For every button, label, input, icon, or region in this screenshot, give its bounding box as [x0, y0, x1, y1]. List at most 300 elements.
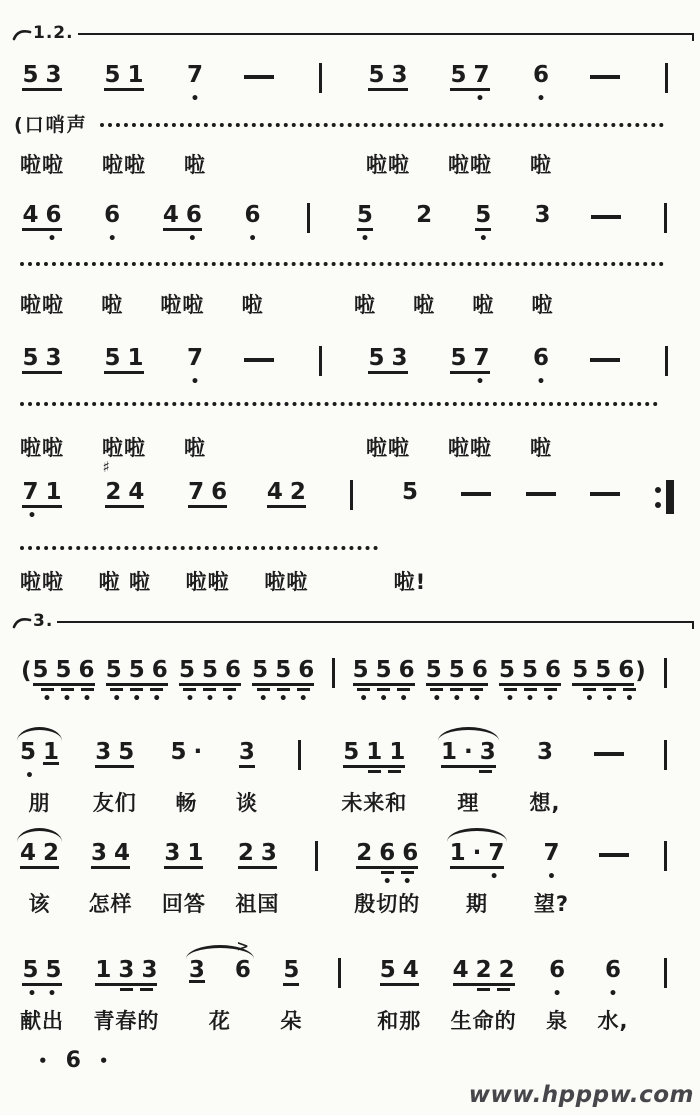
- note-glyphs: [22, 63, 61, 91]
- barline: [325, 640, 341, 688]
- note-digit: 5: [401, 479, 418, 505]
- note-glyphs: [22, 480, 61, 508]
- note-glyphs: [22, 203, 61, 231]
- lyric: 水,: [597, 1009, 629, 1033]
- note-marks: [450, 823, 505, 841]
- note-marks: [546, 940, 568, 958]
- note-digit: 5: [45, 957, 62, 983]
- whistle-dotted-line: [20, 402, 658, 406]
- octave-dots-row: [26, 985, 59, 1002]
- octave-dots-row: [357, 690, 410, 707]
- note-digits: [426, 658, 488, 688]
- note-sub-marks: [445, 770, 492, 786]
- note-marks: [534, 823, 569, 841]
- note-digit: 3: [479, 739, 496, 765]
- note-digits: [22, 63, 61, 93]
- note-digit: 5: [20, 739, 37, 765]
- note-cell: [450, 823, 505, 918]
- note-glyphs: [368, 346, 407, 374]
- lyric: 啦啦: [102, 153, 146, 177]
- note-glyphs: [343, 740, 405, 768]
- note-cell: [98, 458, 151, 596]
- octave-dot: •: [82, 690, 92, 707]
- note-digits: [537, 740, 553, 770]
- note-digit: 6: [234, 957, 251, 983]
- octave-dot: •: [608, 985, 618, 1002]
- lyric: 畅: [175, 791, 198, 815]
- note-marks: [186, 462, 230, 480]
- note-sub-marks: [430, 688, 483, 707]
- note-cell: [448, 45, 492, 179]
- beam-segment: [368, 770, 381, 773]
- note-cell: [102, 45, 146, 179]
- note-digit: 5: [356, 202, 373, 228]
- note-marks: [441, 722, 496, 740]
- octave-dots-row: [535, 90, 548, 107]
- whistle-dotted-line: [20, 546, 378, 550]
- note-cell: [20, 185, 64, 319]
- note-sub-marks: [100, 988, 153, 1004]
- note-digit: 5: [128, 657, 145, 683]
- note-digit: 3: [238, 739, 255, 765]
- note-marks: [184, 45, 206, 63]
- octave-dots-row: [26, 230, 59, 247]
- note-sub-marks: [357, 688, 410, 707]
- octave-dots-row: [477, 230, 490, 247]
- note-digits: [267, 480, 306, 510]
- note-digit: 5: [104, 345, 121, 371]
- note-digit: ·: [472, 840, 482, 866]
- note-digits: [245, 203, 261, 233]
- note-digit: 6: [398, 657, 415, 683]
- note-digit: 6: [298, 657, 315, 683]
- note-marks: [235, 823, 279, 841]
- note-digits: [357, 203, 373, 233]
- note-marks: [106, 640, 168, 658]
- note-cell: [20, 722, 59, 817]
- octave-dots-row: [183, 690, 236, 707]
- music-line: [20, 185, 674, 319]
- lyric: 啦啦: [20, 570, 64, 594]
- note-digit: 1: [187, 840, 204, 866]
- note-marks: [354, 185, 376, 203]
- note-sub-marks: [246, 230, 259, 249]
- note-marks: [341, 722, 407, 740]
- beam-segment: [100, 988, 113, 991]
- note-marks: [353, 640, 415, 658]
- note-glyphs: [533, 346, 549, 374]
- dash-stroke: [591, 215, 621, 219]
- note-glyphs: [95, 740, 134, 768]
- note-digit: 6: [545, 657, 562, 683]
- octave-dot: •: [402, 873, 412, 890]
- note-marks: [572, 640, 647, 658]
- dash-stroke: [594, 752, 624, 756]
- note-cell: [352, 640, 415, 707]
- note-digits: [104, 63, 143, 93]
- octave-dots-row: [545, 868, 558, 885]
- note-cell: [235, 823, 279, 918]
- note-digit: 5: [450, 345, 467, 371]
- second-beam: [100, 988, 153, 993]
- volta-bracket-1-2: [12, 24, 694, 44]
- note-cell: [532, 185, 554, 319]
- beam-segment: [445, 770, 458, 773]
- note-marks: [179, 640, 241, 658]
- octave-dot: •: [379, 690, 389, 707]
- note-marks: [530, 45, 552, 63]
- barline-stroke: [664, 740, 667, 770]
- note-cell: [20, 45, 64, 179]
- note-marks: [377, 940, 421, 958]
- note-digit: 5: [352, 657, 369, 683]
- note-digits: [164, 841, 203, 871]
- note-glyphs: [441, 740, 496, 768]
- octave-dots-row: [21, 690, 94, 707]
- note-cell: [184, 328, 206, 462]
- note-glyphs: [239, 740, 255, 768]
- page-number-dot: •: [38, 1051, 48, 1070]
- dash-note: [244, 45, 274, 79]
- slur-arc: [17, 727, 62, 741]
- note-marks: [530, 722, 561, 740]
- note-cell: [530, 328, 552, 462]
- note-cell: [20, 940, 64, 1035]
- note-glyphs: [22, 958, 61, 986]
- whistle-dotted-line: [20, 262, 664, 266]
- lyric: 啦啦: [20, 436, 64, 460]
- note-marks: [252, 640, 314, 658]
- note-cell: [170, 722, 202, 817]
- note-digits: [104, 346, 143, 376]
- octave-dot: •: [27, 507, 37, 524]
- note-glyphs: [533, 63, 549, 91]
- beam-segment: [361, 871, 374, 874]
- note-sub-marks: [26, 230, 59, 249]
- dash-stroke: [461, 492, 491, 496]
- note-marks: [394, 462, 427, 480]
- note-digits: [533, 346, 549, 376]
- note-digit: 6: [605, 957, 622, 983]
- lyric: 谈: [235, 791, 258, 815]
- note-digit: 6: [185, 202, 202, 228]
- octave-dot: •: [298, 690, 308, 707]
- note-digits: [441, 740, 496, 770]
- dash-stroke: [526, 492, 556, 496]
- note-glyphs: [356, 841, 418, 869]
- octave-dots-row: [607, 985, 620, 1002]
- octave-dot: •: [112, 690, 122, 707]
- note-digits: [368, 346, 407, 376]
- octave-dots-row: [246, 230, 259, 247]
- note-marks: [242, 185, 264, 203]
- note-marks: [598, 940, 629, 958]
- note-cell: [546, 940, 568, 1035]
- note-marks: [20, 940, 64, 958]
- lyric: 啦: [101, 293, 124, 317]
- note-glyphs: [163, 203, 202, 231]
- page-number-value: 6: [65, 1048, 81, 1073]
- note-digit: 6: [618, 657, 635, 683]
- octave-dots-row: [504, 690, 557, 707]
- barline-stroke: [307, 203, 310, 233]
- note-digit: 3: [90, 840, 107, 866]
- octave-dot: •: [399, 690, 409, 707]
- note-digit: 3: [164, 840, 181, 866]
- note-marks: [20, 823, 59, 841]
- note-glyphs: [245, 203, 261, 231]
- beam-segment: [497, 988, 510, 991]
- volta-bracket-3: [12, 612, 694, 632]
- note-digit: 2: [105, 479, 122, 505]
- barline-stroke: [332, 658, 335, 688]
- note-glyphs: [416, 203, 432, 231]
- note-digit: 5: [22, 62, 39, 88]
- note-digit: 5: [375, 657, 392, 683]
- note-sub-marks: [545, 868, 558, 887]
- note-cell: [252, 640, 315, 707]
- note-digit: 1: [127, 345, 144, 371]
- octave-dots-row: [189, 373, 202, 390]
- dash-stroke: [590, 492, 620, 496]
- octave-dot: •: [258, 690, 268, 707]
- note-digit: 7: [186, 62, 203, 88]
- note-marks: [184, 328, 206, 346]
- octave-dot: •: [225, 690, 235, 707]
- barline-stroke: [298, 740, 301, 770]
- note-digit: 5: [522, 657, 539, 683]
- dash-note: [590, 328, 620, 362]
- note-digit: 5: [178, 657, 195, 683]
- note-cell: [366, 328, 410, 462]
- note-sub-marks: [358, 230, 371, 249]
- second-beam: [445, 770, 492, 775]
- note-glyphs: [605, 958, 621, 986]
- note-cell: [472, 185, 494, 319]
- barline: [309, 823, 325, 871]
- note-digit: 7: [473, 62, 490, 88]
- lyric: 啦: [184, 153, 206, 177]
- note-sub-marks: [361, 871, 414, 890]
- note-glyphs: [450, 346, 489, 374]
- note-marks: [530, 328, 552, 346]
- music-row: [20, 45, 674, 179]
- barline-stroke: [665, 63, 668, 93]
- watermark-url: www.hpppw.com: [468, 1082, 694, 1108]
- note-digit: 6: [471, 657, 488, 683]
- second-beam: [348, 770, 401, 775]
- note-digit: 5: [201, 657, 218, 683]
- note-digits: [402, 480, 418, 510]
- note-sub-marks: [106, 230, 119, 249]
- lyric: 殷切的: [354, 892, 421, 916]
- barline-stroke: [319, 346, 322, 376]
- octave-dots-row: [454, 868, 501, 885]
- note-cell: [413, 185, 435, 319]
- sharp-icon: ♯: [102, 458, 110, 476]
- note-digit: 7: [186, 345, 203, 371]
- dash-note: [594, 722, 624, 756]
- note-marks: [162, 823, 206, 841]
- lyric: 花: [208, 1009, 231, 1033]
- repeat-dot: [655, 487, 661, 493]
- note-glyphs: [534, 203, 550, 231]
- note-digits: [416, 203, 432, 233]
- note-marks: [532, 185, 554, 203]
- note-digit: 6: [549, 957, 566, 983]
- second-beam: [457, 988, 510, 993]
- octave-dot: •: [585, 690, 594, 707]
- note-sub-marks: [477, 230, 490, 249]
- note-digit: 5: [283, 957, 300, 983]
- note-digit: 5: [450, 62, 467, 88]
- note-digit: 1: [441, 739, 458, 765]
- barline: [301, 185, 317, 233]
- note-cell: [341, 722, 407, 817]
- octave-dot: •: [190, 90, 200, 107]
- lyric: 朋: [28, 791, 51, 815]
- note-digit: 6: [532, 62, 549, 88]
- barline: [658, 45, 674, 93]
- note-digits: [453, 958, 515, 988]
- note-digit: 1: [43, 739, 60, 765]
- barline-stroke: [665, 346, 668, 376]
- note-digits: [163, 203, 202, 233]
- note-cell: [394, 462, 427, 596]
- note-marks: [448, 328, 492, 346]
- octave-dots-row: [189, 90, 202, 107]
- note-cell: [354, 185, 376, 319]
- note-glyphs: [91, 841, 130, 869]
- beam-segment: [457, 988, 470, 991]
- note-digits: [572, 658, 647, 688]
- octave-dots-row: [454, 373, 487, 390]
- lyric: 回答: [161, 892, 206, 916]
- note-digit: 4: [162, 202, 179, 228]
- note-digits: [238, 841, 277, 871]
- volta-hook-icon: [12, 26, 32, 46]
- note-digit: ·: [464, 739, 473, 765]
- note-digits: [534, 203, 550, 233]
- lyric: 啦!: [393, 570, 427, 594]
- note-sub-marks: [189, 373, 202, 392]
- note-sub-marks: [504, 688, 557, 707]
- octave-dots-row: [583, 690, 636, 707]
- note-digit: 3: [391, 62, 408, 88]
- note-marks: [280, 940, 302, 958]
- note-digits: [450, 346, 489, 376]
- note-digit: 3: [141, 957, 158, 983]
- volta-label: 3.: [33, 611, 54, 631]
- lyric: 啦啦: [20, 293, 64, 317]
- volta-hook-icon: [12, 614, 32, 634]
- note-digit: 5: [379, 957, 396, 983]
- note-digit: 5: [22, 957, 39, 983]
- note-digits: [105, 480, 144, 510]
- note-digits: [380, 958, 419, 988]
- note-cell: [93, 722, 137, 817]
- note-sub-marks: [26, 985, 59, 1004]
- whistle-dotted-line: [100, 123, 664, 127]
- note-digits: [450, 63, 489, 93]
- note-digit: 5: [55, 657, 72, 683]
- note-marks: [170, 722, 202, 740]
- music-row: [20, 823, 674, 918]
- note-digits: [450, 841, 505, 871]
- note-glyphs: [453, 958, 515, 986]
- note-digit: 1: [127, 62, 144, 88]
- lyric: 啦啦: [366, 153, 410, 177]
- beam-segment: [477, 988, 490, 991]
- note-glyphs: [164, 841, 203, 869]
- volta-end-tick: [692, 621, 694, 629]
- barline: [312, 328, 328, 376]
- barline-stroke: [315, 841, 318, 871]
- barline: [658, 640, 674, 688]
- close-paren: ): [635, 658, 646, 684]
- note-glyphs: [450, 63, 489, 91]
- note-digit: 3: [45, 345, 62, 371]
- note-sub-marks: [348, 770, 401, 786]
- octave-dot: •: [185, 690, 195, 707]
- lyric: 朵: [280, 1009, 303, 1033]
- note-sub-marks: [454, 868, 501, 887]
- lyric: 啦: [472, 293, 495, 317]
- barline: [658, 185, 674, 233]
- music-line: [20, 45, 674, 179]
- note-glyphs: [20, 841, 59, 869]
- note-digit: 1: [45, 479, 62, 505]
- note-sub-marks: [457, 988, 510, 1004]
- repeat-dots: [655, 487, 661, 508]
- note-digits: [543, 841, 559, 871]
- note-marks: [20, 722, 59, 740]
- note-sub-marks: [535, 373, 548, 392]
- note-marks: [93, 940, 159, 958]
- lyric: 啦: [530, 436, 552, 460]
- note-marks: [20, 45, 64, 63]
- octave-dot: •: [382, 873, 392, 890]
- beam-segment: [120, 988, 133, 991]
- note-sub-marks: [166, 230, 199, 249]
- note-glyphs: [357, 203, 373, 231]
- note-cell: [354, 823, 420, 918]
- dash-stroke: [590, 358, 620, 362]
- note-digit: 5: [499, 657, 516, 683]
- note-glyphs: [104, 203, 120, 231]
- note-cell: [188, 937, 251, 1035]
- lyric: 友们: [92, 791, 137, 815]
- octave-dot: •: [107, 230, 117, 247]
- note-marks: [426, 640, 488, 658]
- note-digit: 5: [170, 739, 187, 765]
- note-glyphs: [283, 958, 299, 986]
- note-digit: 3: [534, 202, 551, 228]
- dash-note: [591, 185, 621, 219]
- note-digits: [239, 740, 255, 770]
- octave-dots-row: [257, 690, 310, 707]
- note-marks: [366, 45, 410, 63]
- note-digit: 5: [475, 202, 492, 228]
- note-cell: [162, 823, 206, 918]
- note-digit: 7: [188, 479, 205, 505]
- note-marks: [354, 823, 420, 841]
- dash-note: [590, 462, 620, 496]
- barline-stroke: [319, 63, 322, 93]
- note-glyphs: [475, 203, 491, 231]
- note-cell: [264, 462, 308, 596]
- note-digit: 5: [368, 62, 385, 88]
